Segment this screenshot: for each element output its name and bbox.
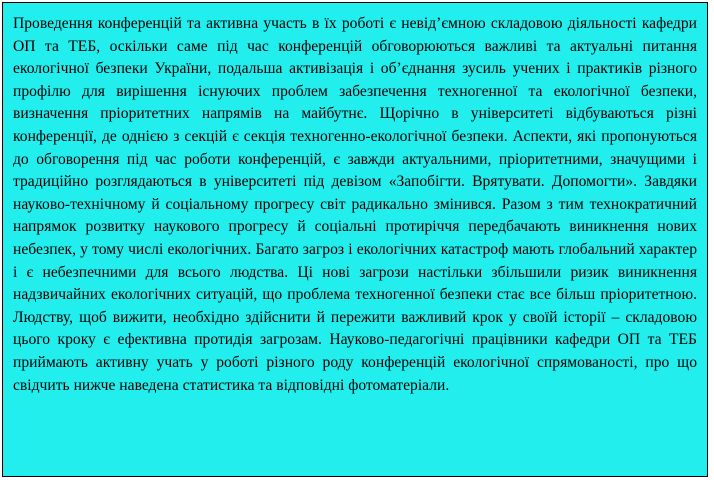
body-paragraph: Проведення конференцій та активна участь в їх роботі є невід’ємною складовою діяльності кафедри ОП та ТЕБ, оскільки саме під час конференцій обговорюються важливі та актуальні питання екологічної безпеки України, подальша активізація і об’єднання зусиль учених і практиків різного профілю для вирішення існуючих проблем забезпечення техногенної та екологічної безпеки, визначення пріоритетних напрямів на майбутнє. Щорічно в університеті відбуваються різні конференції, де однією з секцій є секція техногенно-екологічної безпеки. Аспекти, які пропонуються до обговорення під час роботи конференцій, є завжди актуальними, пріоритетними, значущими і традиційно розглядаються в університеті під девізом «Запобігти. Врятувати. Допомогти». Завдяки науково-технічному й соціальному прогресу світ радикально змінився. Разом з тим технократичний напрямок розвитку наукового прогресу й соціальні протиріччя передбачають виникнення нових небезпек, у тому числі екологічних. Багато загроз і екологічних катастроф мають глобальний характер і є небезпечними для всього людства. Ці нові загрози настільки збільшили ризик виникнення надзвичайних екологічних ситуацій, що проблема техногенної безпеки стає все більш пріоритетною. Людству, щоб вижити, необхідно здійснити й пережити важливий крок у своїй історії – складовою цього кроку є ефективна протидія загрозам. Науково-педагогічні працівники кафедри ОП та ТЕБ приймають активну учать у роботі різного роду конференцій екологічної спрямованості, про що свідчить нижче наведена статистика та відповідні фотоматеріали. [13,15,697,394]
text-box [2,2,708,477]
